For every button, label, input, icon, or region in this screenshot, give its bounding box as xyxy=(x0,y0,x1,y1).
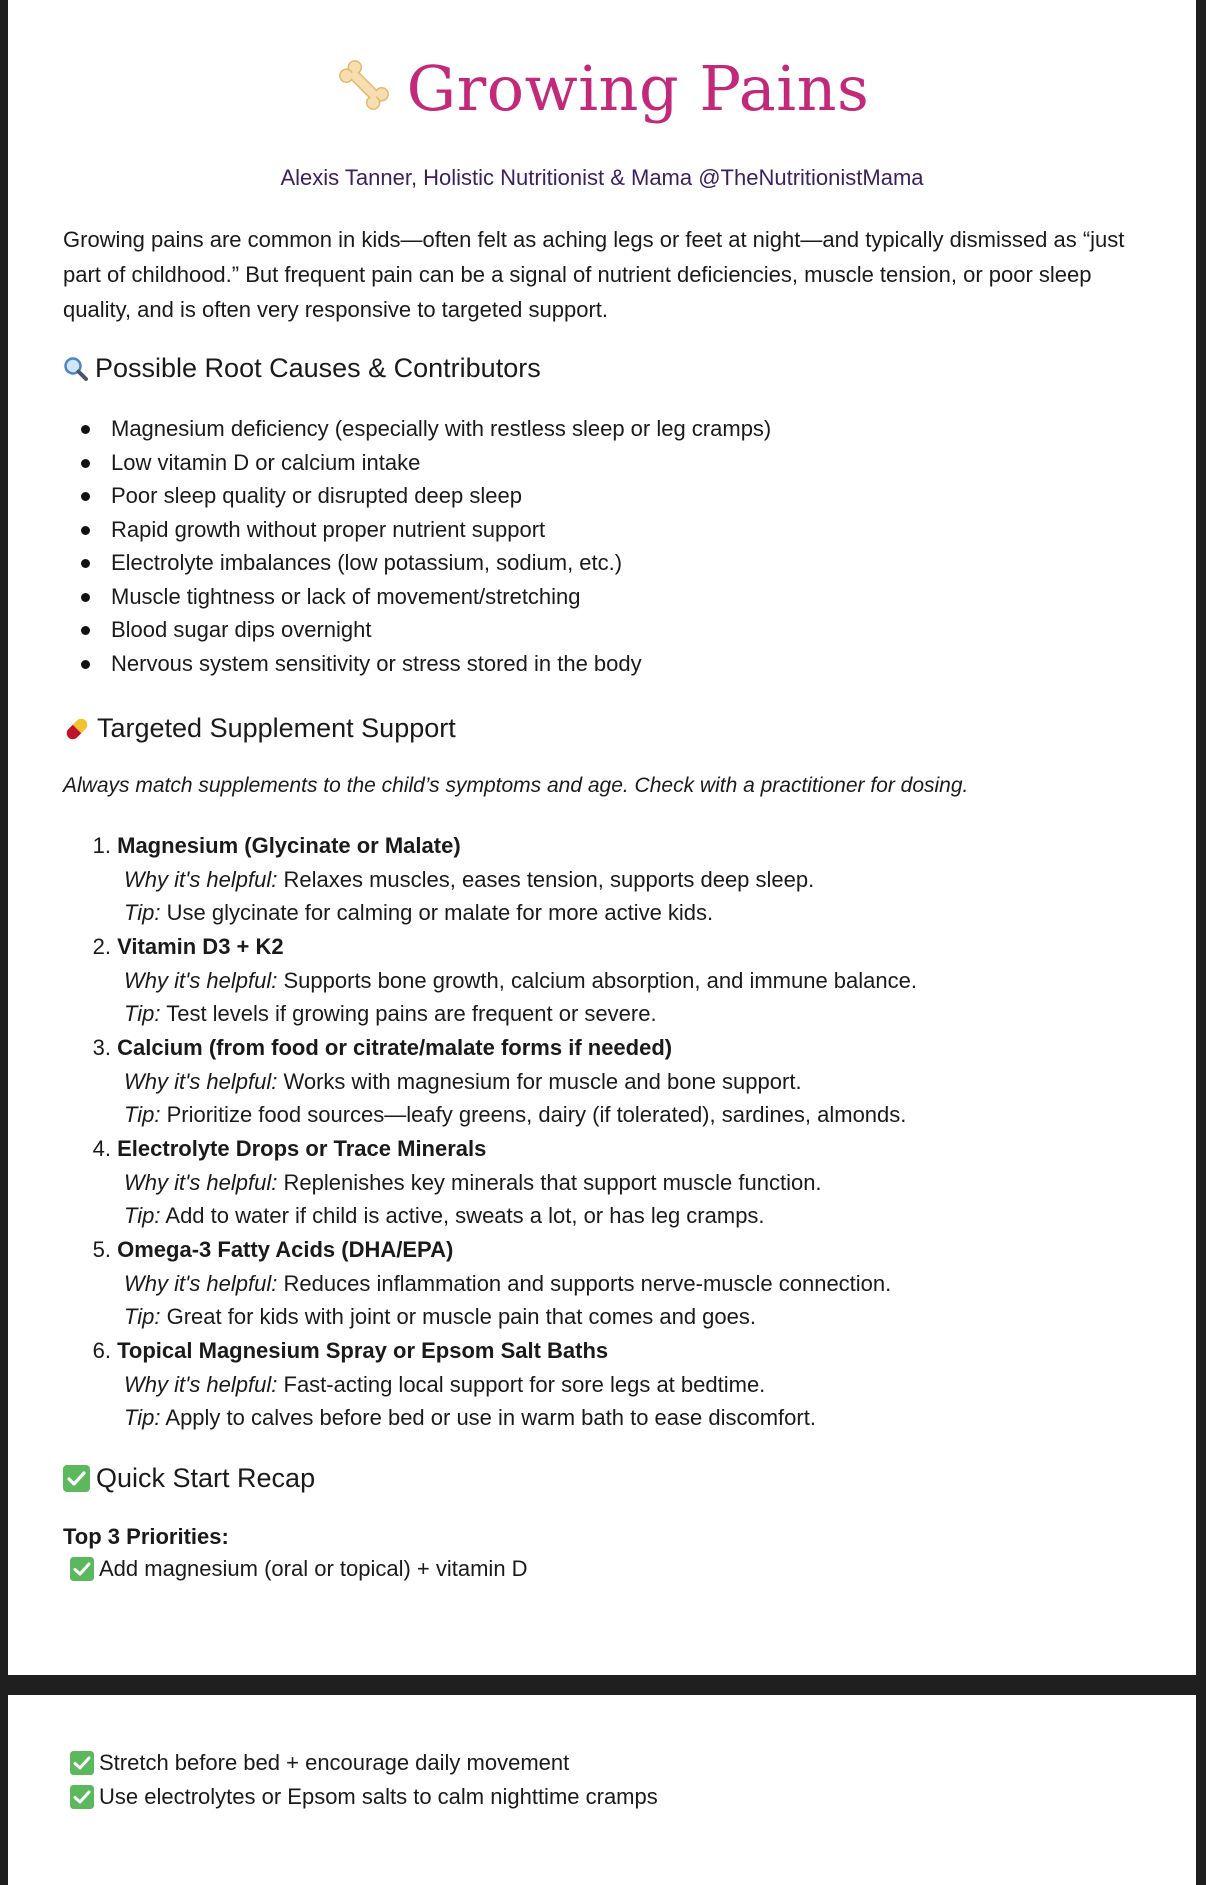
author-byline: Alexis Tanner, Holistic Nutritionist & Mama @TheNutritionistMama xyxy=(280,165,924,190)
causes-heading-text: Possible Root Causes & Contributors xyxy=(95,353,541,383)
item-number: 4. xyxy=(92,1136,111,1161)
document-page-2 xyxy=(8,1695,1196,1885)
supplement-item xyxy=(63,1334,917,1435)
tip-text: Apply to calves before bed or use in warm bath to ease discomfort. xyxy=(165,1405,816,1430)
why-text: Reduces inflammation and supports nerve-muscle connection. xyxy=(283,1270,892,1296)
item-number: 5. xyxy=(92,1237,111,1262)
why-text: Works with magnesium for muscle and bone support. xyxy=(283,1068,802,1094)
intro-paragraph: Growing pains are common in kids—often felt as aching legs or feet at night—and typically dismissed as “just part of childhood.” But frequent pain can be a signal of nutrient deficiencies, muscle tension, or poor sleep quality, and is often very responsive to targeted support. xyxy=(63,227,1125,322)
supplements-list xyxy=(63,829,917,1435)
tip-text: Test levels if growing pains are frequent or severe. xyxy=(166,1001,657,1026)
supplement-item xyxy=(63,1233,917,1334)
why-text: Supports bone growth, calcium absorption, and immune balance. xyxy=(283,967,917,993)
supplement-item xyxy=(63,1031,917,1132)
priority-text: Use electrolytes or Epsom salts to calm nighttime cramps xyxy=(99,1784,658,1809)
list-item: Electrolyte imbalances (low potassium, sodium, etc.) xyxy=(63,546,771,580)
list-item: Magnesium deficiency (especially with restless sleep or leg cramps) xyxy=(63,412,771,446)
priority-item xyxy=(70,1784,658,1810)
supplements-note: Always match supplements to the child’s symptoms and age. Check with a practitioner for dosing. xyxy=(63,774,969,797)
pill-icon xyxy=(63,715,91,743)
list-item: Low vitamin D or calcium intake xyxy=(63,446,771,480)
check-icon xyxy=(70,1751,94,1775)
check-icon xyxy=(70,1557,94,1581)
supplement-name: Omega-3 Fatty Acids (DHA/EPA) xyxy=(117,1237,454,1262)
supplement-name: Topical Magnesium Spray or Epsom Salt Baths xyxy=(117,1338,609,1363)
causes-heading xyxy=(63,353,541,384)
magnifier-icon xyxy=(63,356,89,382)
why-label: Why it's helpful: xyxy=(124,1270,278,1296)
why-label: Why it's helpful: xyxy=(124,866,278,892)
tip-text: Add to water if child is active, sweats a lot, or has leg cramps. xyxy=(165,1203,765,1228)
list-item: Muscle tightness or lack of movement/stretching xyxy=(63,580,771,614)
why-label: Why it's helpful: xyxy=(124,967,278,993)
priority-item xyxy=(70,1556,528,1582)
tip-text: Great for kids with joint or muscle pain that comes and goes. xyxy=(166,1304,757,1329)
tip-label: Tip: xyxy=(124,1405,161,1430)
recap-heading-text: Quick Start Recap xyxy=(96,1463,316,1493)
supplements-heading xyxy=(63,713,456,744)
supplement-name: Electrolyte Drops or Trace Minerals xyxy=(117,1136,487,1161)
priority-item xyxy=(70,1750,569,1776)
supplement-name: Vitamin D3 + K2 xyxy=(117,934,284,959)
list-item: Blood sugar dips overnight xyxy=(63,613,771,647)
page-title xyxy=(8,52,1196,128)
check-icon xyxy=(70,1785,94,1809)
causes-list xyxy=(63,412,771,680)
tip-label: Tip: xyxy=(124,1304,161,1329)
supplement-name: Magnesium (Glycinate or Malate) xyxy=(117,833,461,858)
tip-text: Use glycinate for calming or malate for more active kids. xyxy=(166,900,714,925)
supplements-heading-text: Targeted Supplement Support xyxy=(97,713,456,743)
why-label: Why it's helpful: xyxy=(124,1169,278,1195)
supplement-item xyxy=(63,1132,917,1233)
tip-text: Prioritize food sources—leafy greens, dairy (if tolerated), sardines, almonds. xyxy=(166,1102,907,1127)
document-page-1 xyxy=(8,0,1196,1675)
tip-label: Tip: xyxy=(124,900,161,925)
bone-icon xyxy=(335,56,393,124)
supplement-item xyxy=(63,829,917,930)
supplement-item xyxy=(63,930,917,1031)
why-label: Why it's helpful: xyxy=(124,1068,278,1094)
why-text: Relaxes muscles, eases tension, supports deep sleep. xyxy=(283,866,815,892)
item-number: 1. xyxy=(92,833,111,858)
list-item: Nervous system sensitivity or stress stored in the body xyxy=(63,647,771,681)
tip-label: Tip: xyxy=(124,1001,161,1026)
list-item: Poor sleep quality or disrupted deep sleep xyxy=(63,479,771,513)
item-number: 2. xyxy=(92,934,111,959)
tip-label: Tip: xyxy=(124,1102,161,1127)
item-number: 6. xyxy=(92,1338,111,1363)
why-label: Why it's helpful: xyxy=(124,1371,278,1397)
priority-text: Add magnesium (oral or topical) + vitamin D xyxy=(99,1556,528,1581)
recap-heading xyxy=(63,1463,315,1494)
why-text: Fast-acting local support for sore legs at bedtime. xyxy=(283,1371,766,1397)
item-number: 3. xyxy=(92,1035,111,1060)
check-icon xyxy=(63,1465,90,1492)
tip-label: Tip: xyxy=(124,1203,161,1228)
list-item: Rapid growth without proper nutrient support xyxy=(63,513,771,547)
priorities-title: Top 3 Priorities: xyxy=(63,1524,229,1549)
title-text: Growing Pains xyxy=(406,52,870,125)
supplement-name: Calcium (from food or citrate/malate forms if needed) xyxy=(117,1035,673,1060)
why-text: Replenishes key minerals that support muscle function. xyxy=(283,1169,822,1195)
priority-text: Stretch before bed + encourage daily movement xyxy=(99,1750,570,1775)
